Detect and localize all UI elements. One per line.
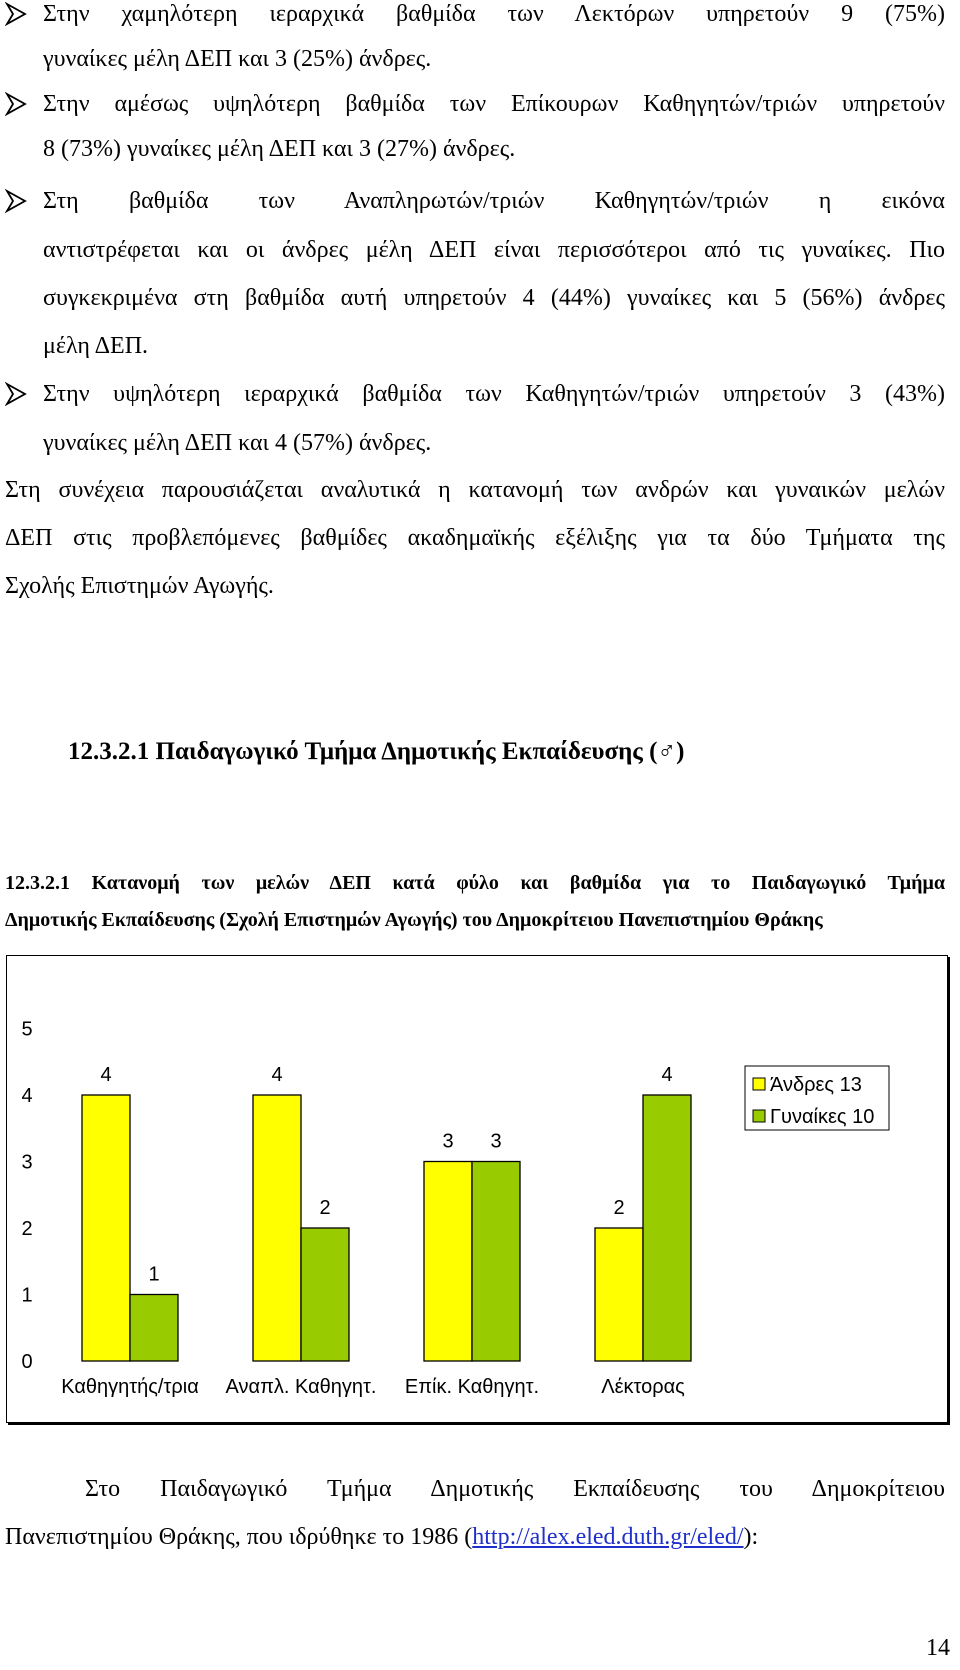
paragraph-text: ): [743,1524,759,1550]
bullet-line: 8 (73%) γυναίκες μέλη ΔΕΠ και 3 (27%) άνδρες. [43,136,516,162]
data-label: 3 [442,1130,454,1153]
legend-swatch [753,1110,765,1122]
bar [472,1162,520,1362]
data-label: 2 [319,1197,331,1219]
paragraph-text: Πανεπιστημίου Θράκης, που ιδρύθηκε το 1986 ( [5,1524,473,1550]
section-heading: 12.3.2.1 Παιδαγωγικό Τμήμα Δημοτικής Εκπαίδευσης (♂) [68,738,685,765]
y-tick-label: 2 [21,1218,33,1240]
category-label: Επίκ. Καθηγητ. [404,1376,540,1398]
legend-swatch [753,1078,765,1090]
bullet-line: Στη βαθμίδα των Αναπληρωτών/τριών Καθηγητών/τριών η εικόνα [43,188,945,214]
paragraph-line: ΔΕΠ στις προβλεπόμενες βαθμίδες ακαδημαϊκής εξέλιξης για τα δύο Τμήματα της [5,525,945,551]
category-label: Αναπλ. Καθηγητ. [225,1376,377,1398]
data-label: 3 [490,1130,502,1153]
bullet-line: μέλη ΔΕΠ. [43,333,149,359]
data-label: 2 [613,1197,625,1219]
bar-chart-svg [7,956,947,1422]
arrow-bullet-icon [5,189,27,213]
arrow-bullet-icon [5,2,27,26]
paragraph-line [5,1523,758,1551]
y-tick-label: 0 [21,1351,33,1373]
arrow-bullet-icon [5,92,27,116]
bullet-line: Στην αμέσως υψηλότερη βαθμίδα των Επίκουρων Καθηγητών/τριών υπηρετούν [43,91,945,117]
bullet-line: Στην χαμηλότερη ιεραρχικά βαθμίδα των Λεκτόρων υπηρετούν 9 (75%) [43,1,945,27]
y-tick-label: 4 [21,1085,33,1107]
bullet-line: Στην υψηλότερη ιεραρχικά βαθμίδα των Καθηγητών/τριών υπηρετούν 3 (43%) [43,381,945,407]
bar [82,1095,130,1361]
url-link[interactable]: http://alex.eled.duth.gr/eled/ [472,1524,744,1550]
bar [253,1095,301,1361]
legend-label: Γυναίκες 10 [770,1106,875,1128]
bar [595,1228,643,1361]
category-label: Καθηγητής/τρια [61,1376,199,1398]
bullet-line: αντιστρέφεται και οι άνδρες μέλη ΔΕΠ είναι περισσότεροι από τις γυναίκες. Πιο [43,237,945,263]
paragraph-line: Στο Παιδαγωγικό Τμήμα Δημοτικής Εκπαίδευσης του Δημοκρίτειου [85,1476,945,1502]
bar [643,1095,691,1361]
figure-caption-line: 12.3.2.1 Κατανομή των μελών ΔΕΠ κατά φύλο και βαθμίδα για το Παιδαγωγικό Τμήμα [5,872,945,894]
bullet-line: γυναίκες μέλη ΔΕΠ και 3 (25%) άνδρες. [43,46,432,72]
category-label: Λέκτορας [601,1376,685,1398]
legend-label: Άνδρες 13 [770,1074,862,1096]
y-tick-label: 3 [21,1151,33,1174]
arrow-bullet-icon [5,382,27,406]
bar [301,1228,349,1361]
data-label: 4 [661,1064,673,1086]
y-tick-label: 1 [21,1284,33,1307]
y-tick-label: 5 [21,1018,33,1041]
bar [424,1162,472,1362]
figure-caption-line: Δημοτικής Εκπαίδευσης (Σχολή Επιστημών Αγωγής) του Δημοκρίτειου Πανεπιστημίου Θράκης [5,909,823,931]
paragraph-line: Στη συνέχεια παρουσιάζεται αναλυτικά η κατανομή των ανδρών και γυναικών μελών [5,477,945,503]
bullet-line: συγκεκριμένα στη βαθμίδα αυτή υπηρετούν 4 (44%) γυναίκες και 5 (56%) άνδρες [43,285,945,311]
bar [130,1295,178,1362]
data-label: 1 [148,1263,160,1286]
page-number: 14 [926,1635,950,1661]
bar-chart [6,955,948,1423]
bullet-line: γυναίκες μέλη ΔΕΠ και 4 (57%) άνδρες. [43,430,432,456]
data-label: 4 [100,1064,112,1086]
data-label: 4 [271,1064,283,1086]
paragraph-line: Σχολής Επιστημών Αγωγής. [5,573,274,599]
